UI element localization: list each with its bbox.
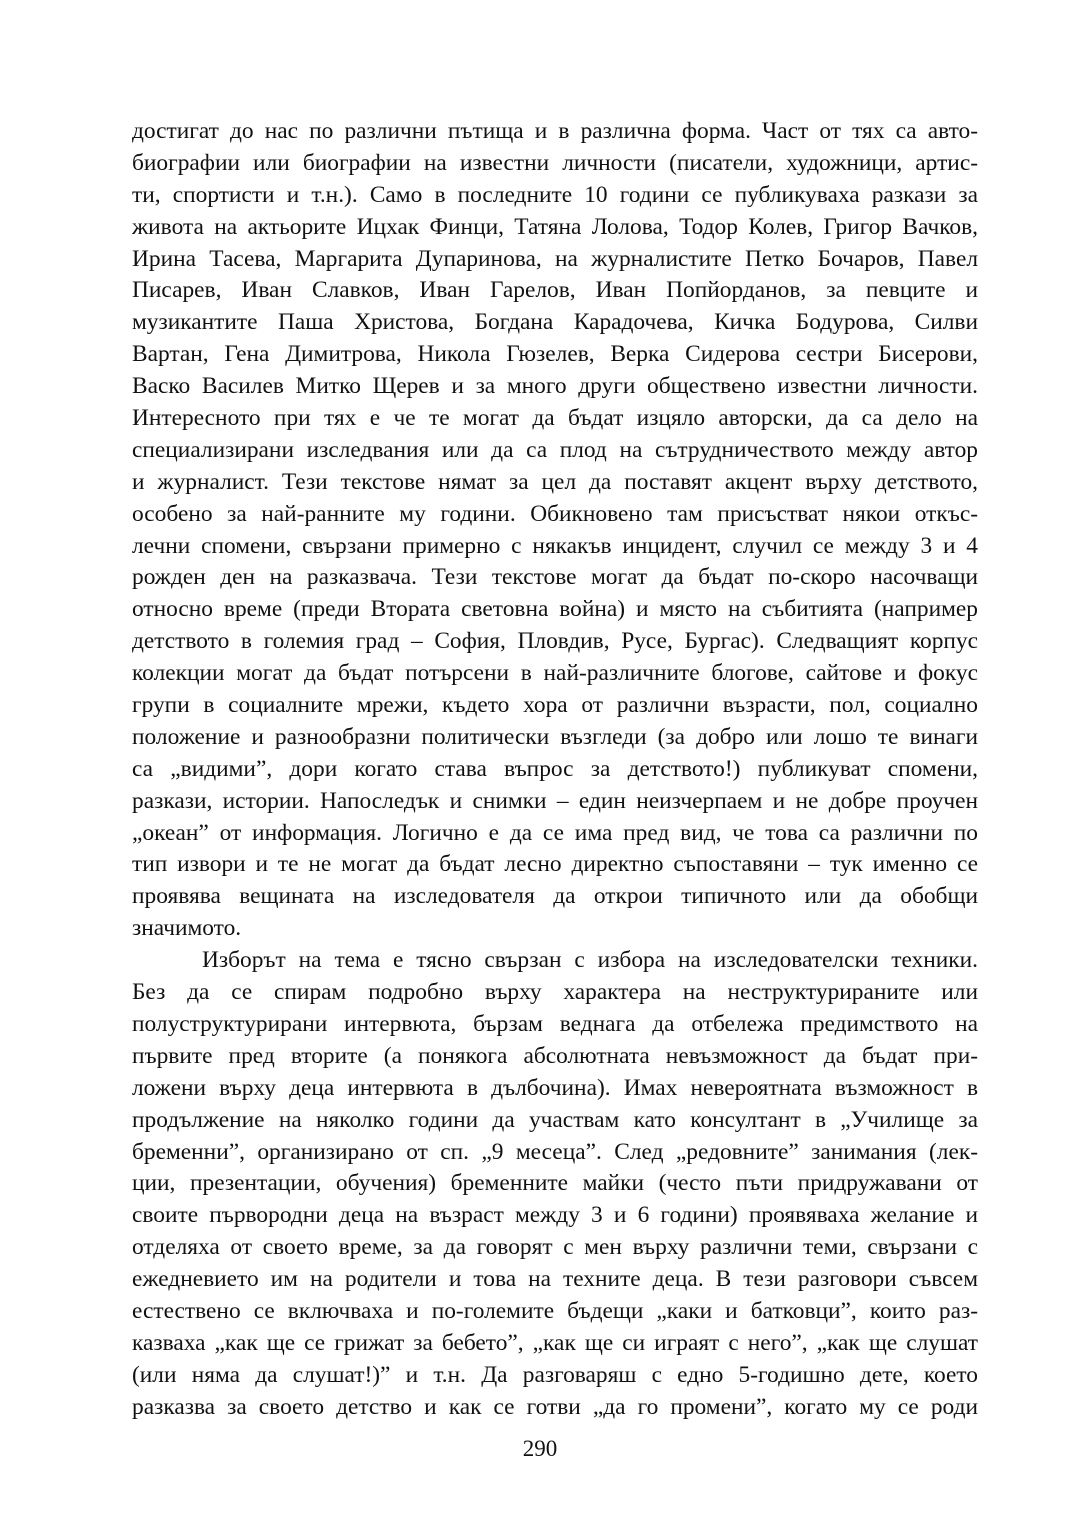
text-line: групи в социалните мрежи, където хора от различни възрасти, пол, социално xyxy=(132,692,978,719)
text-line: музикантите Паша Христова, Богдана Карадочева, Кичка Бодурова, Силви xyxy=(132,309,978,336)
text-line: лечни спомени, свързани примерно с някакъв инцидент, случил се между 3 и 4 xyxy=(132,532,978,559)
text-line: са „видими”, дори когато става въпрос за детството!) публикуват спомени, xyxy=(132,755,978,782)
text-line: продължение на няколко години да участвам като консултант в „Училище за xyxy=(132,1106,978,1133)
text-line: полуструктурирани интервюта, бързам веднага да отбележа предимството на xyxy=(132,1010,978,1037)
text-line: и журналист. Тези текстове нямат за цел да поставят акцент върху детството, xyxy=(132,468,978,495)
text-line: ти, спортисти и т.н.). Само в последните 10 години се публикуваха разкази за xyxy=(132,181,978,208)
text-line: своите първородни деца на възраст между 3 и 6 години) проявяваха желание и xyxy=(132,1202,978,1229)
text-line: ции, презентации, обучения) бременните майки (често пъти придружавани от xyxy=(132,1170,978,1197)
page-number: 290 xyxy=(522,1436,558,1461)
text-line: особено за най-ранните му години. Обикновено там присъстват някои откъс- xyxy=(132,500,978,527)
text-line: разкази, истории. Напоследък и снимки – един неизчерпаем и не добре проучен xyxy=(132,787,978,814)
text-line: колекции могат да бъдат потърсени в най-различните блогове, сайтове и фокус xyxy=(132,660,978,687)
text-line: Изборът на тема е тясно свързан с избора на изследователски техники. xyxy=(202,947,978,974)
text-line: Вартан, Гена Димитрова, Никола Гюзелев, Верка Сидерова сестри Бисерови, xyxy=(132,341,978,368)
paragraph xyxy=(132,116,978,945)
text-line: проявява вещината на изследователя да открои типичното или да обобщи xyxy=(132,883,978,910)
text-line: Без да се спирам подробно върху характера на неструктурираните или xyxy=(132,979,978,1006)
text-line: Ирина Тасева, Маргарита Дупаринова, на журналистите Петко Бочаров, Павел xyxy=(132,245,978,272)
text-line: бременни”, организирано от сп. „9 месеца”. След „редовните” занимания (лек- xyxy=(132,1138,978,1165)
text-line: положение и разнообразни политически възгледи (за добро или лошо те винаги xyxy=(132,723,978,750)
text-line: ежедневието им на родители и това на техните деца. В тези разговори съвсем xyxy=(132,1266,978,1293)
text-line: тип извори и те не могат да бъдат лесно директно съпоставяни – тук именно се xyxy=(132,851,978,878)
paragraph xyxy=(132,945,978,1423)
text-line: първите пред вторите (а понякога абсолютната невъзможност да бъдат при- xyxy=(132,1042,978,1069)
text-line: относно време (преди Втората световна война) и място на събитията (например xyxy=(132,596,978,623)
text-line: живота на актьорите Ицхак Финци, Татяна Лолова, Тодор Колев, Григор Вачков, xyxy=(132,213,978,240)
text-line: (или няма да слушат!)” и т.н. Да разговаряш с едно 5-годишно дете, което xyxy=(132,1361,978,1388)
text-line: биографии или биографии на известни личности (писатели, художници, артис- xyxy=(132,149,978,176)
text-line: достигат до нас по различни пътища и в различна форма. Част от тях са авто- xyxy=(132,118,978,144)
text-line: естествено се включваха и по-големите бъдещи „каки и батковци”, които раз- xyxy=(132,1297,978,1324)
text-line: Интересното при тях е че те могат да бъдат изцяло авторски, да са дело на xyxy=(132,405,978,432)
text-line: Писарев, Иван Славков, Иван Гарелов, Иван Попйорданов, за певците и xyxy=(132,277,978,304)
text-line: казваха „как ще се грижат за бебето”, „как ще си играят с него”, „как ще слушат xyxy=(132,1329,978,1356)
body-text xyxy=(132,116,978,1424)
text-line: рожден ден на разказвача. Тези текстове могат да бъдат по-скоро насочващи xyxy=(132,564,978,591)
text-line: специализирани изследвания или да са плод на сътрудничеството между автор xyxy=(132,436,978,463)
text-line: отделяха от своето време, за да говорят с мен върху различни теми, свързани с xyxy=(132,1234,978,1261)
text-line: значимото. xyxy=(132,915,242,942)
text-line: „океан” от информация. Логично е да се има пред вид, че това са различни по xyxy=(132,819,978,846)
text-line: детството в големия град – София, Пловдив, Русе, Бургас). Следващият корпус xyxy=(132,628,978,655)
text-line: ложени върху деца интервюта в дълбочина). Имах невероятната възможност в xyxy=(132,1074,978,1101)
text-line: разказва за своето детство и как се готви „да го промени”, когато му се роди xyxy=(132,1393,978,1420)
text-line: Васко Василев Митко Щерев и за много други обществено известни личности. xyxy=(132,373,978,400)
